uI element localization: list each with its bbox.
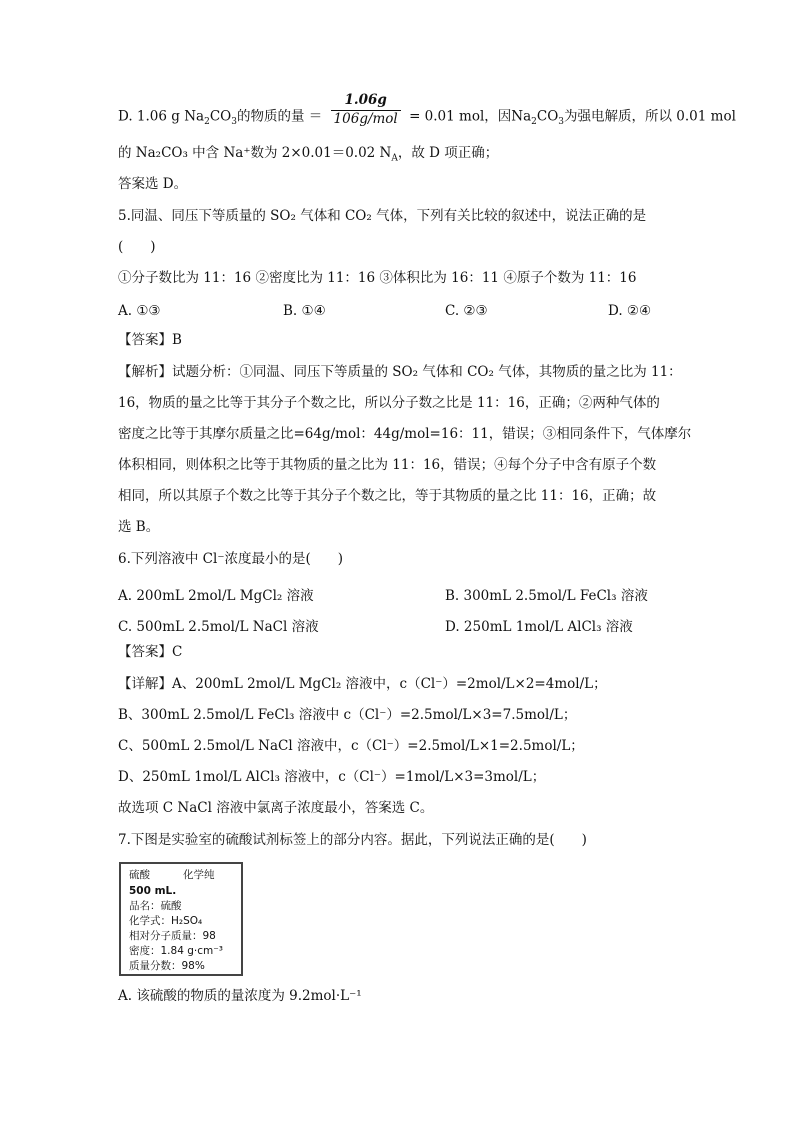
- q5-option-d: D. ②④: [608, 303, 652, 319]
- q5-option-a: A. ①③: [118, 303, 161, 319]
- q4d-text2: = 0.01 mol，因Na: [409, 108, 532, 125]
- q5-analysis-line: 密度之比等于其摩尔质量之比=64g/mol：44g/mol=16：11，错误；③相同条件下，气体摩尔: [118, 426, 692, 442]
- q4d-line2-end: ，故 D 项正确；: [397, 145, 499, 161]
- q5-analysis-line: 体积相同，则体积之比等于其物质的量之比为 11：16，错误；④每个分子中含有原子个数: [118, 457, 657, 473]
- fraction-denominator: 106g/mol: [333, 110, 398, 127]
- q5-answer: 【答案】B: [118, 332, 182, 348]
- q4d-text3: 为强电解质，所以 0.01 mol: [564, 108, 736, 125]
- fraction-numerator: 1.06g: [331, 94, 401, 111]
- q5-analysis-line: 【解析】试题分析：①同温、同压下等质量的 SO₂ 气体和 CO₂ 气体，其物质的量之比为 11：: [118, 364, 682, 380]
- q4d-line2-sub: A: [391, 153, 398, 164]
- q6-detail-line: 故选项 C NaCl 溶液中氯离子浓度最小，答案选 C。: [118, 800, 434, 816]
- q6-option-d: D. 250mL 1mol/L AlCl₃ 溶液: [445, 619, 633, 635]
- q4-answer: 答案选 D。: [118, 176, 188, 192]
- q4-option-d-line2: [118, 145, 499, 164]
- fraction: [331, 94, 401, 126]
- q5-analysis-line: 选 B。: [118, 519, 160, 535]
- label-title: 硫酸: [129, 869, 150, 881]
- label-name: 品名：硫酸: [129, 900, 182, 912]
- q7-stem: 7.下图是实验室的硫酸试剂标签上的部分内容。据此，下列说法正确的是( ): [118, 832, 587, 848]
- q6-detail-line: D、250mL 1mol/L AlCl₃ 溶液中，c（Cl⁻）=1mol/L×3=3mol/L；: [118, 769, 546, 785]
- q5-option-b: B. ①④: [283, 303, 326, 319]
- q4d-mid: CO: [209, 108, 232, 125]
- label-fraction: 质量分数：98%: [129, 960, 205, 972]
- q6-option-a: A. 200mL 2mol/L MgCl₂ 溶液: [118, 588, 314, 604]
- label-grade: 化学纯: [183, 869, 215, 881]
- q6-answer: 【答案】C: [118, 644, 183, 660]
- q5-analysis-line: 相同，所以其原子个数之比等于其分子个数之比，等于其物质的量之比 11：16，正确；故: [118, 488, 657, 504]
- q4-option-d-line1: D. 1.06 g $Na_2CO_3$的物质的量 ＝ $\frac{1.06g}{\text{106g/mol}}$ = 0.01 mol，因$Na_2CO_3$为强电解质，所以 0.01 mol: [118, 92, 736, 128]
- q6-detail-line: B、300mL 2.5mol/L FeCl₃ 溶液中 c（Cl⁻）=2.5mol/L×3=7.5mol/L；: [118, 707, 577, 723]
- q6-option-c: C. 500mL 2.5mol/L NaCl 溶液: [118, 619, 319, 635]
- q4d-text1: 的物质的量 ＝: [236, 108, 323, 125]
- label-mass: 相对分子质量：98: [129, 930, 216, 942]
- label-volume: 500 mL.: [129, 885, 177, 897]
- q6-option-b: B. 300mL 2.5mol/L FeCl₃ 溶液: [445, 588, 648, 604]
- q6-stem: 6.下列溶液中 Cl⁻浓度最小的是( ): [118, 551, 343, 567]
- label-formula: 化学式：H₂SO₄: [129, 915, 203, 927]
- q5-stem: 5.同温、同压下等质量的 SO₂ 气体和 CO₂ 气体，下列有关比较的叙述中，说法正确的是: [118, 208, 647, 224]
- q6-detail-line: C、500mL 2.5mol/L NaCl 溶液中，c（Cl⁻）=2.5mol/L×1=2.5mol/L；: [118, 738, 584, 754]
- q7-option-a: A. 该硫酸的物质的量浓度为 9.2mol·L⁻¹: [118, 988, 362, 1004]
- label-density: 密度：1.84 g·cm⁻³: [129, 945, 223, 957]
- q6-detail-line: 【详解】A、200mL 2mol/L MgCl₂ 溶液中，c（Cl⁻）=2mol/L×2=4mol/L；: [118, 676, 607, 692]
- q5-paren: ( ): [118, 239, 156, 255]
- q5-analysis-line: 16，物质的量之比等于其分子个数之比，所以分子数之比是 11：16，正确；②两种气体的: [118, 395, 660, 411]
- q5-option-c: C. ②③: [445, 303, 488, 319]
- q4d-prefix: D. 1.06 g Na: [118, 108, 205, 125]
- q5-items: ①分子数比为 11：16 ②密度比为 11：16 ③体积比为 16：11 ④原子个数为 11：16: [118, 270, 637, 286]
- q4d-line2: 的 Na₂CO₃ 中含 Na⁺数为 2×0.01＝0.02 N: [118, 145, 392, 161]
- reagent-label: [119, 862, 243, 976]
